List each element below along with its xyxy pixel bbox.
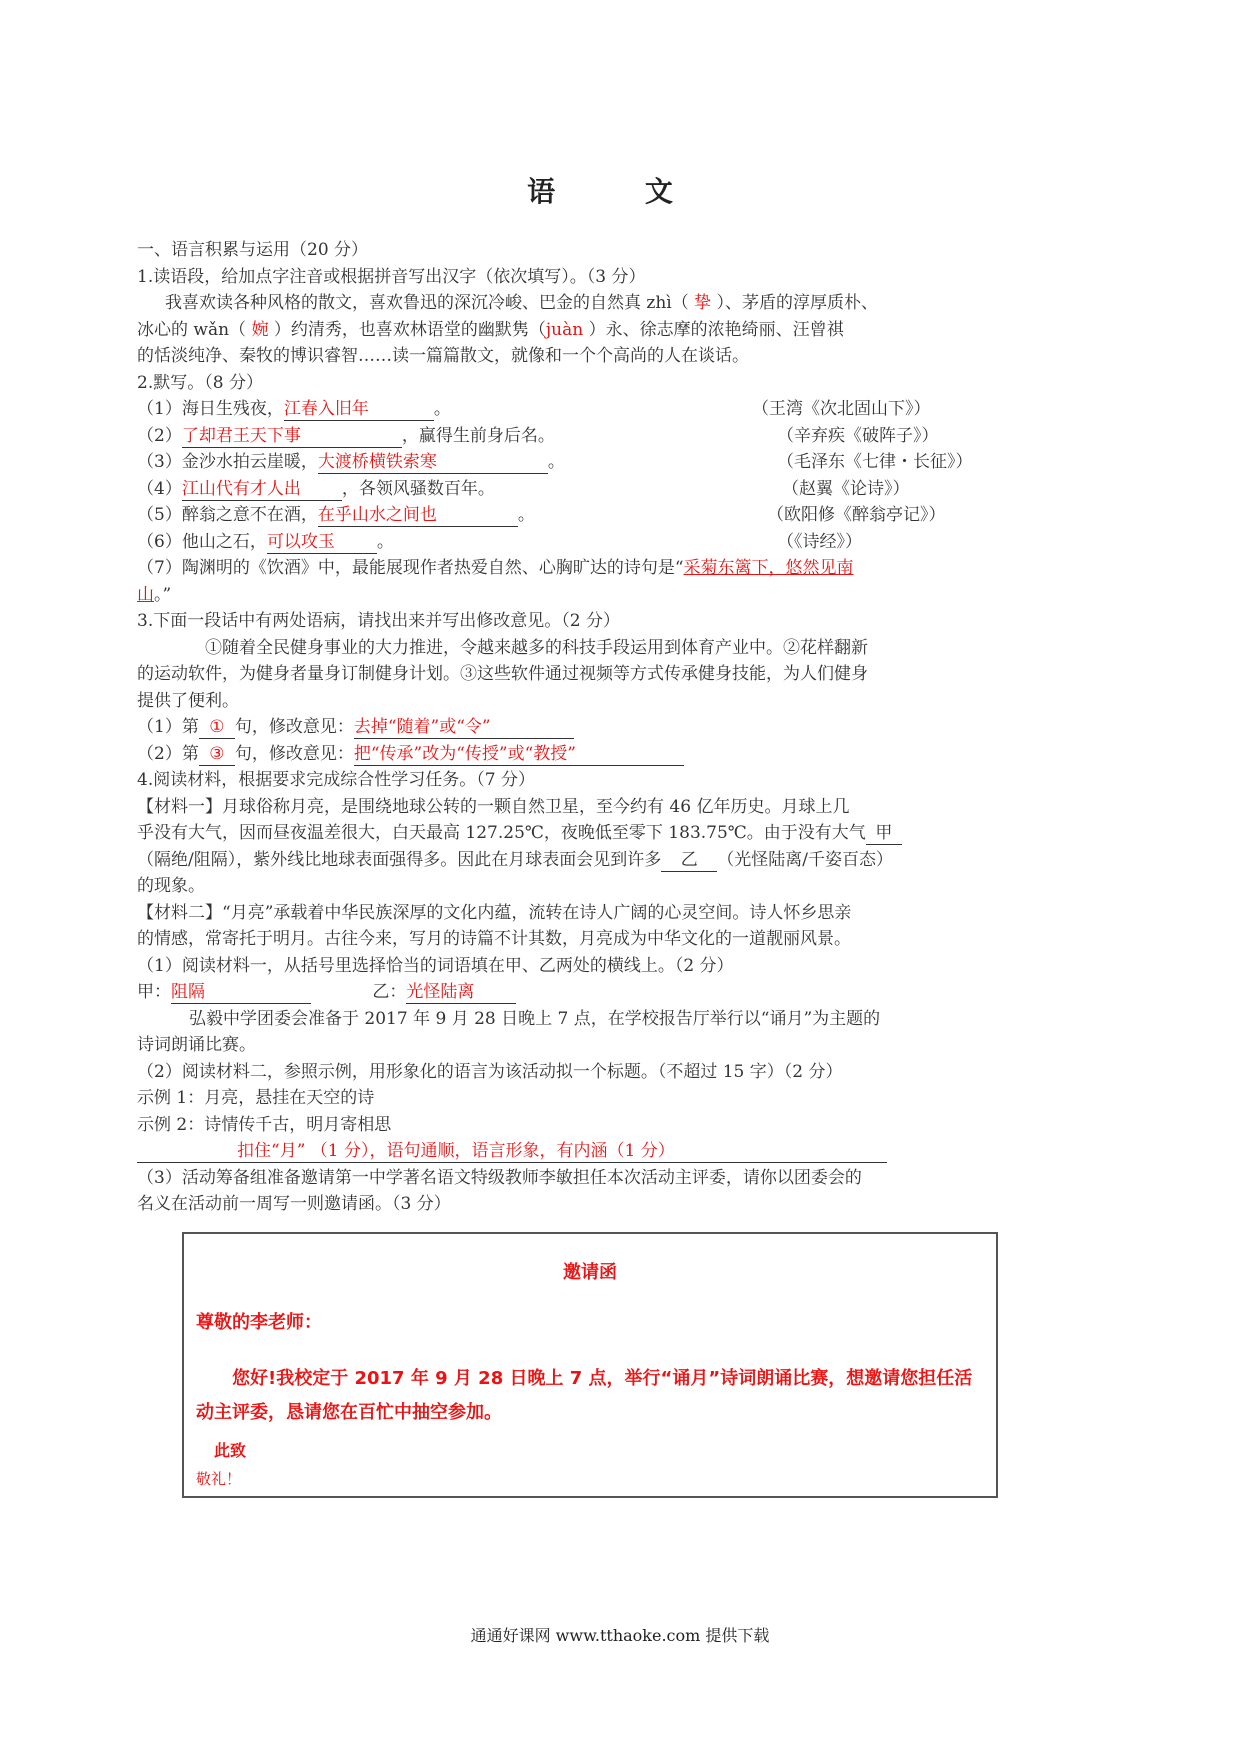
- q2-answer-1: 江春入旧年: [284, 398, 434, 421]
- example-2: 示例 2：诗情传千古，明月寄相思: [137, 1114, 392, 1135]
- q3-answer-row-1: （1）第 ① 句，修改意见：去掉“随着”或“令”: [137, 714, 1017, 741]
- q2-source-5: （欧阳修《醉翁亭记》）: [767, 505, 946, 525]
- q2-source-6: （《诗经》）: [777, 531, 862, 552]
- page-title: 语 文: [527, 175, 713, 208]
- blank-jia: 甲: [866, 822, 902, 845]
- q2-item-2: （2）了却君王天下事 ，赢得生前身后名。 （辛弃疾《破阵子》）: [137, 423, 1017, 450]
- q4-sub-2: （2）阅读材料二，参照示例，用形象化的语言为该活动拟一个标题。（不超过 15 字）（2 分）: [137, 1061, 843, 1082]
- q4-sub-2-answer: 扣住“月” （1 分），语句通顺，语言形象，有内涵（1 分）: [137, 1138, 1017, 1165]
- blank-yi: 乙: [661, 849, 717, 872]
- q2-item-1: （1）海日生残夜，江春入旧年 。 （王湾《次北固山下》）: [137, 396, 1017, 423]
- material-2-line-1: 【材料二】“月亮”承载着中华民族深厚的文化内蕴，流转在诗人广阔的心灵空间。诗人怀乡思亲: [137, 902, 852, 923]
- q2-source-2: （辛弃疾《破阵子》）: [777, 425, 939, 446]
- section-heading: 一、语言积累与运用（20 分）: [137, 240, 369, 260]
- material-1-line-2: 乎没有大气，因而昼夜温差很大，白天最高 127.25℃，夜晚低至零下 183.75℃。由于没有大气 甲: [137, 820, 1017, 847]
- invitation-letter-box: [182, 1232, 998, 1498]
- q3-answer-row-2: （2）第 ③ 句，修改意见：把“传承”改为“传授”或“教授”: [137, 741, 1017, 768]
- q2-item-7-cont: 山。”: [137, 584, 172, 605]
- material-2-line-2: 的情感，常寄托于明月。古往今来，写月的诗篇不计其数，月亮成为中华文化的一道靓丽风景。: [137, 929, 851, 949]
- q4-sub-3-line-1: （3）活动筹备组准备邀请第一中学著名语文特级教师李敏担任本次活动主评委，请你以团委会的: [137, 1167, 862, 1188]
- q1-answer-2: 婉: [251, 319, 269, 340]
- q2-stem: 2.默写。（8 分）: [137, 372, 263, 393]
- answer-jia: 阻隔: [171, 981, 311, 1004]
- q2-item-3: （3）金沙水拍云崖暖，大渡桥横铁索寒 。 （毛泽东《七律・长征》）: [137, 449, 1017, 476]
- letter-title: 邀请函: [563, 1262, 617, 1283]
- q4-sub-1: （1）阅读材料一，从括号里选择恰当的词语填在甲、乙两处的横线上。（2 分）: [137, 955, 734, 976]
- q1-answer-3: juàn: [545, 319, 584, 340]
- q3-para-2: 的运动软件，为健身者量身订制健身计划。③这些软件通过视频等方式传承健身技能，为人们健身: [137, 664, 868, 684]
- activity-intro-1: 弘毅中学团委会准备于 2017 年 9 月 28 日晚上 7 点，在学校报告厅举行以“诵月”为主题的: [189, 1008, 881, 1029]
- q2-source-4: （赵翼《论诗》）: [782, 478, 910, 499]
- q2-answer-7: 采菊东篱下，悠然见南: [683, 558, 854, 578]
- q4-sub-1-answers: 甲：阻隔 乙：光怪陆离: [137, 979, 1017, 1006]
- example-1: 示例 1：月亮，悬挂在天空的诗: [137, 1088, 375, 1108]
- q2-source-1: （王湾《次北固山下》）: [752, 399, 931, 419]
- letter-closing: 此致: [214, 1441, 247, 1460]
- q2-source-3: （毛泽东《七律・长征》）: [777, 452, 973, 472]
- q1-answer-1: 挚: [694, 293, 712, 313]
- q2-answer-6: 可以攻玉: [267, 531, 377, 554]
- answer-yi: 光怪陆离: [406, 981, 516, 1004]
- q1-stem: 1.读语段，给加点字注音或根据拼音写出汉字（依次填写）。（3 分）: [137, 266, 646, 287]
- q2-item-7: （7）陶渊明的《饮酒》中，最能展现作者热爱自然、心胸旷达的诗句是“采菊东篱下，悠然见南: [137, 558, 854, 578]
- activity-intro-2: 诗词朗诵比赛。: [137, 1035, 256, 1055]
- q3-para-1: ①随着全民健身事业的大力推进，令越来越多的科技手段运用到体育产业中。②花样翻新: [205, 637, 868, 658]
- q1-line-3: 的恬淡纯净、秦牧的博识睿智……读一篇篇散文，就像和一个个高尚的人在谈话。: [137, 346, 749, 366]
- exam-content: [137, 237, 1017, 1218]
- q2-answer-5: 在乎山水之间也: [318, 504, 518, 527]
- material-1-line-4: 的现象。: [137, 876, 205, 896]
- q3-answer-2: 把“传承”改为“传授”或“教授”: [354, 743, 684, 766]
- q3-answer-1: 去掉“随着”或“令”: [354, 716, 574, 739]
- q2-item-4: （4）江山代有才人出 ，各领风骚数百年。 （赵翼《论诗》）: [137, 476, 1017, 503]
- q4-stem: 4.阅读材料，根据要求完成综合性学习任务。（7 分）: [137, 770, 535, 790]
- q3-para-3: 提供了便利。: [137, 690, 239, 711]
- material-1-line-1: 【材料一】月球俗称月亮，是围绕地球公转的一颗自然卫星，至今约有 46 亿年历史。月球上几: [137, 796, 850, 817]
- q3-stem: 3.下面一段话中有两处语病，请找出来并写出修改意见。（2 分）: [137, 611, 620, 631]
- q2-item-6: （6）他山之石，可以攻玉 。 （《诗经》）: [137, 529, 1017, 556]
- q2-answer-2: 了却君王天下事: [182, 425, 402, 448]
- q2-answer-3: 大渡桥横铁索寒: [318, 451, 548, 474]
- q2-answer-4: 江山代有才人出: [182, 478, 342, 501]
- q4-sub-3-line-2: 名义在活动前一周写一则邀请函。（3 分）: [137, 1194, 451, 1214]
- q1-line-1: 我喜欢读各种风格的散文，喜欢鲁迅的深沉冷峻、巴金的自然真 zhì（ 挚 ）、茅盾的淳厚质朴、: [165, 293, 879, 313]
- letter-salute: 敬礼！: [196, 1470, 242, 1488]
- material-1-line-3: （隔绝/阻隔），紫外线比地球表面强得多。因此在月球表面会见到许多 乙 （光怪陆离/千姿百态）: [137, 849, 893, 870]
- page-footer: 通通好课网 www.tthaoke.com 提供下载: [470, 1626, 770, 1645]
- letter-greeting: 尊敬的李老师：: [196, 1312, 322, 1333]
- q2-item-5: （5）醉翁之意不在酒，在乎山水之间也 。 （欧阳修《醉翁亭记》）: [137, 502, 1017, 529]
- q1-line-2: 冰心的 wǎn（ 婉 ）约清秀，也喜欢林语堂的幽默隽（juàn ）永、徐志摩的浓艳绮丽、汪曾祺: [137, 319, 844, 340]
- letter-body: 您好!我校定于 2017 年 9 月 28 日晚上 7 点，举行“诵月”诗词朗诵比赛，想邀请您担任活动主评委，恳请您在百忙中抽空参加。: [196, 1368, 973, 1423]
